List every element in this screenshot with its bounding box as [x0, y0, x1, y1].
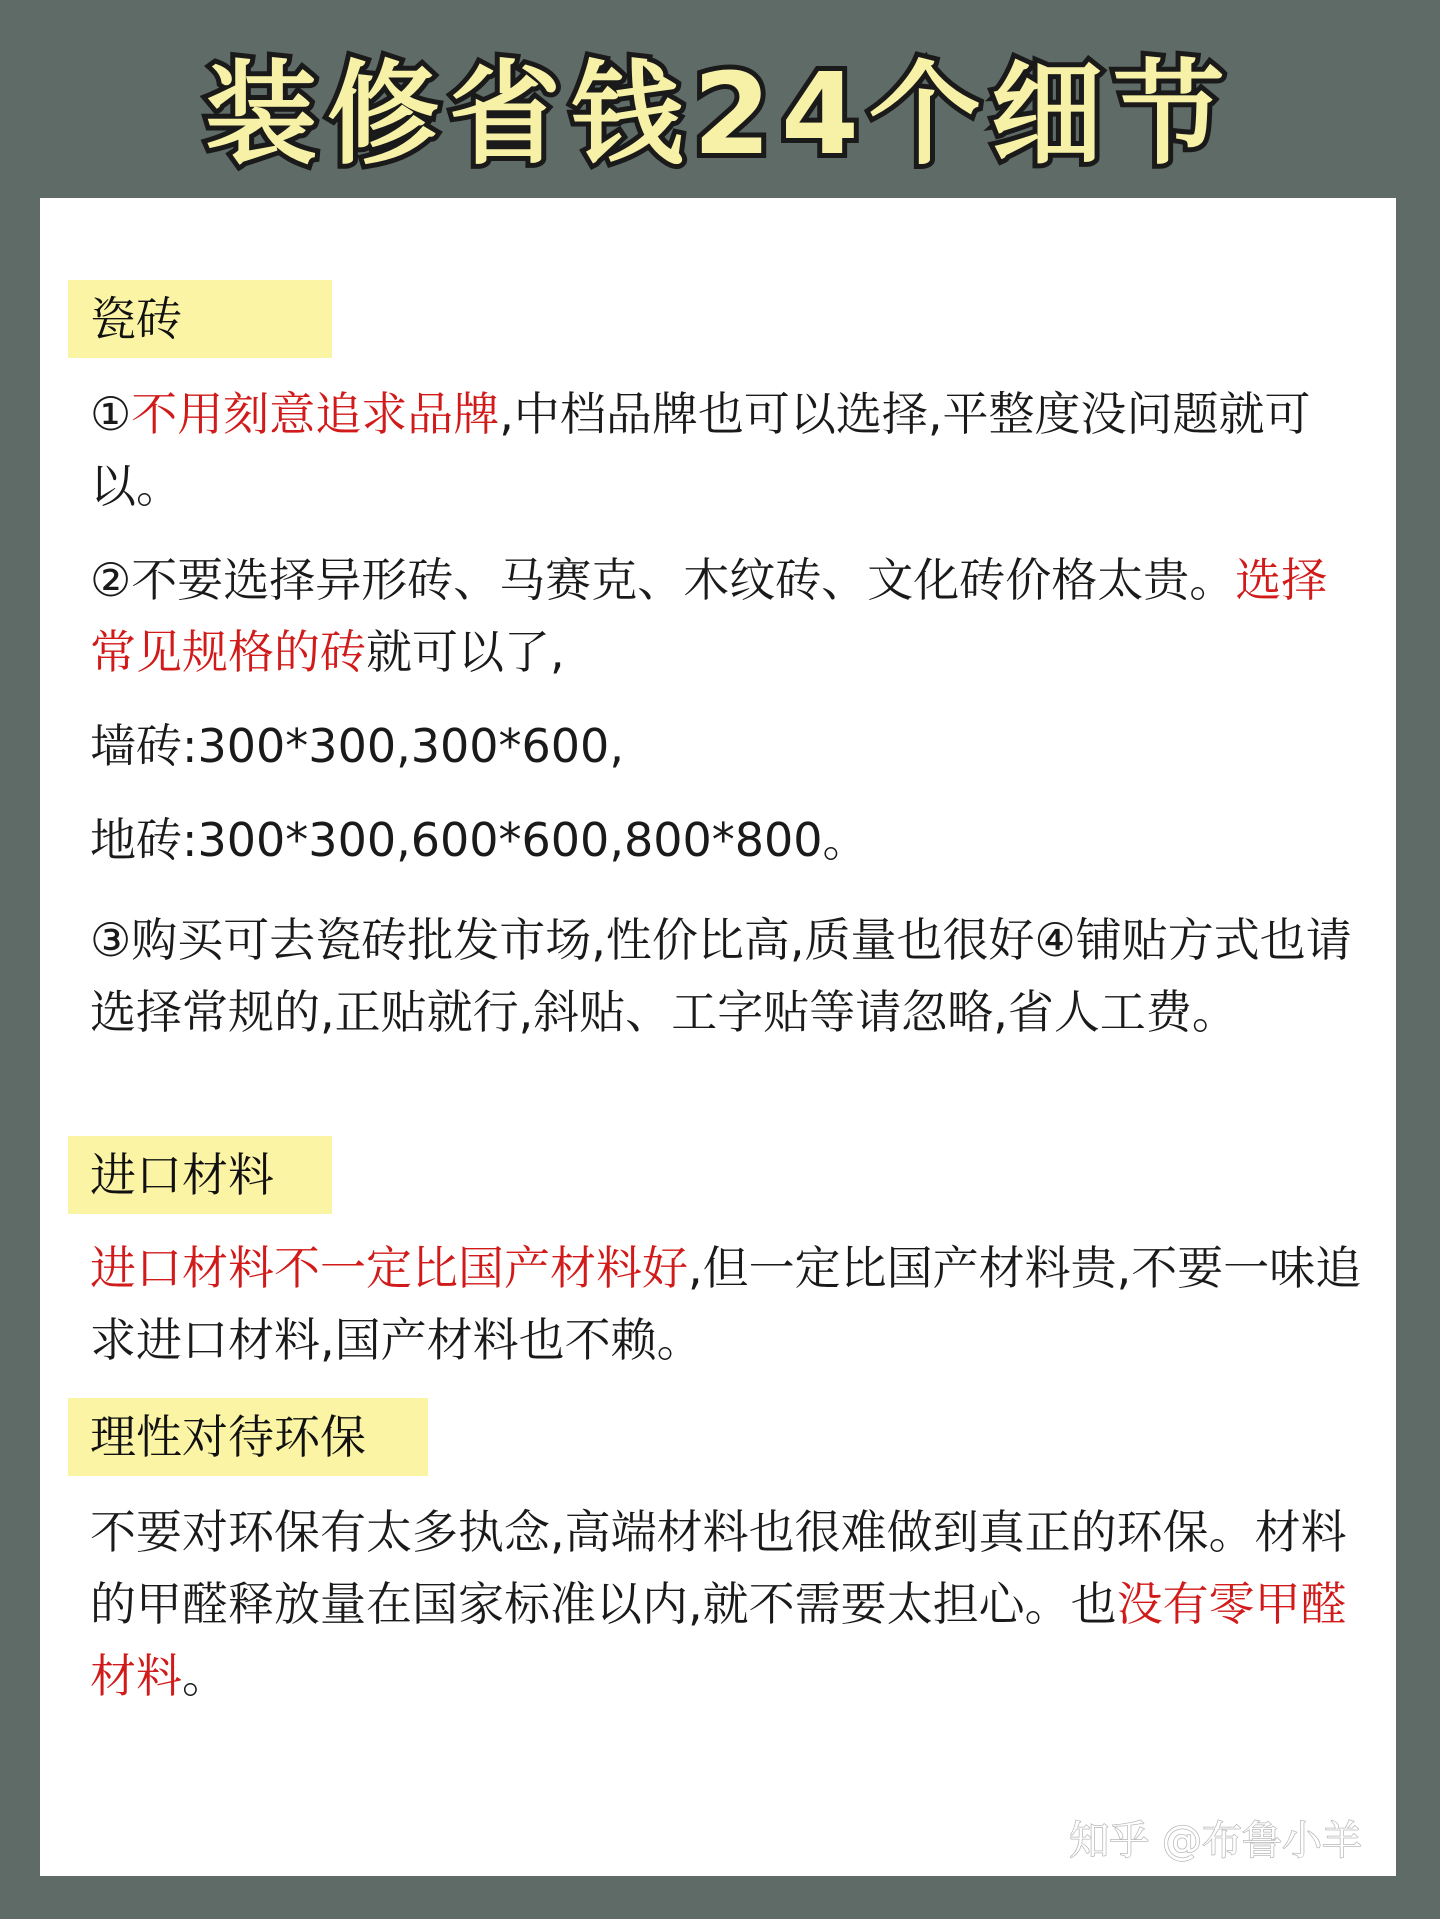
tile-tip-3-4 — [90, 904, 1370, 1048]
imported-materials-tip — [90, 1232, 1370, 1376]
page-title: 装修省钱24个细节 — [205, 50, 1235, 180]
tile-tip-2-tail: 就可以了, — [366, 625, 565, 679]
imported-materials-text: ,但一定比国产材料贵,不要一味追求进口材料,国产材料也不赖。 — [90, 1241, 1362, 1367]
section-heading-environmental: 理性对待环保 — [68, 1398, 428, 1476]
floor-tile-sizes-text: 地砖:300*300,600*600,800*800。 — [90, 813, 869, 867]
environmental-tail: 。 — [182, 1649, 228, 1703]
tile-tip-1 — [90, 378, 1370, 522]
tile-tip-2-highlight: 选择常见规格的砖 — [90, 553, 1328, 679]
wall-tile-sizes — [90, 710, 1370, 782]
tile-tip-1-text: ,中档品牌也可以选择,平整度没问题就可以。 — [90, 387, 1311, 513]
tile-tip-2 — [90, 544, 1370, 688]
environmental-tip — [90, 1496, 1370, 1712]
section-heading-tiles: 瓷砖 — [68, 280, 332, 358]
environmental-highlight: 没有零甲醛材料 — [90, 1577, 1347, 1703]
watermark: 知乎 @布鲁小羊 — [1069, 1818, 1362, 1864]
tile-tip-1-number: ① — [90, 387, 132, 441]
wall-tile-sizes-text: 墙砖:300*300,300*600, — [90, 719, 624, 773]
imported-materials-highlight: 进口材料不一定比国产材料好 — [90, 1241, 688, 1295]
section-heading-imported-materials: 进口材料 — [68, 1136, 332, 1214]
content-card — [40, 198, 1396, 1876]
tile-tip-2-text: ②不要选择异形砖、马赛克、木纹砖、文化砖价格太贵。 — [90, 553, 1236, 607]
floor-tile-sizes — [90, 804, 1370, 876]
tile-tip-3-4-text: ③购买可去瓷砖批发市场,性价比高,质量也很好④铺贴方式也请选择常规的,正贴就行,斜贴、工字贴等请忽略,省人工费。 — [90, 913, 1352, 1039]
tile-tip-1-highlight: 不用刻意追求品牌 — [131, 387, 500, 441]
environmental-text: 不要对环保有太多执念,高端材料也很难做到真正的环保。材料的甲醛释放量在国家标准以内,就不需要太担心。也 — [90, 1505, 1347, 1631]
